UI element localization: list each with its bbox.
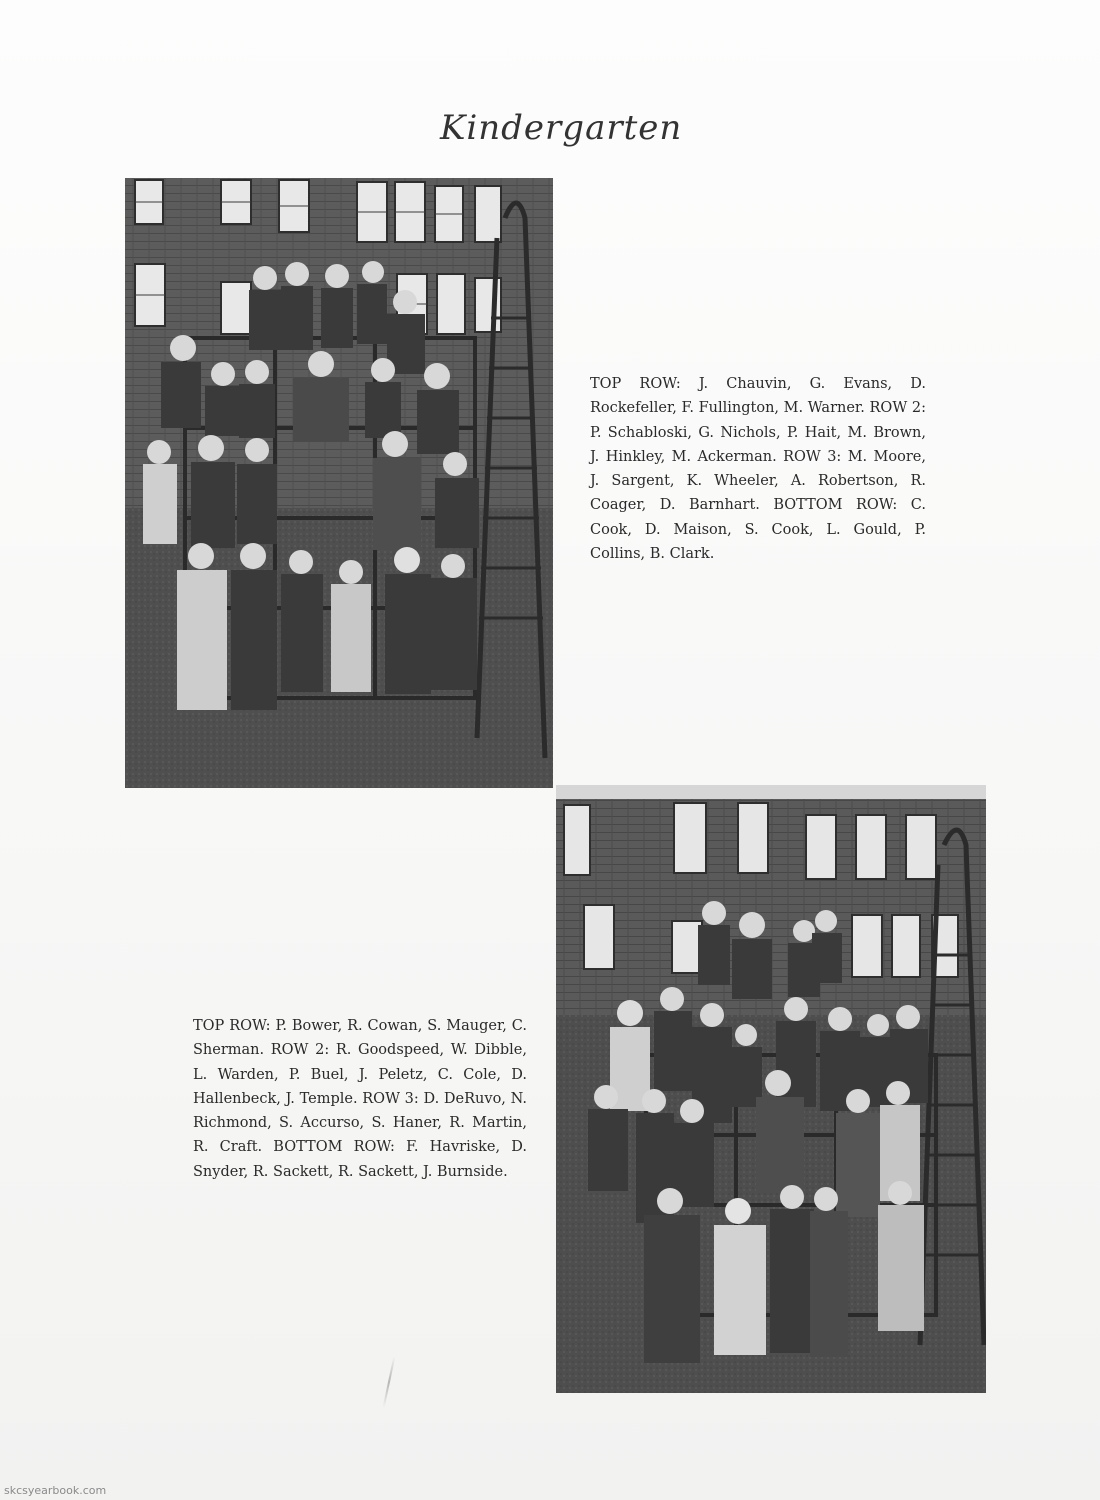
top-class-photo (125, 178, 553, 788)
bottom-photo-caption: TOP ROW: P. Bower, R. Cowan, S. Mauger, C. Sherman. ROW 2: R. Goodspeed, W. Dibble, L. Warden, P. Buel, J. Peletz, C. Cole, D. Hallenbeck, J. Temple. ROW 3: D. DeRuvo, N. Richmond, S. Accurso, S. Haner, R. Martin, R. Craft. BOTTOM ROW: F. Havriske, D. Snyder, R. Sackett, R. Sackett, J. Burnside. (193, 1018, 527, 1180)
watermark-footer: skcsyearbook.com (4, 1484, 107, 1497)
bottom-class-photo (556, 785, 986, 1393)
top-photo-caption: TOP ROW: J. Chauvin, G. Evans, D. Rockefeller, F. Fullington, M. Warner. ROW 2: P. Schabloski, G. Nichols, P. Hait, M. Brown, J. Hinkley, M. Ackerman. ROW 3: M. Moore, J. Sargent, K. Wheeler, A. Robertson, R. Coager, D. Barnhart. BOTTOM ROW: C. Cook, D. Maison, S. Cook, L. Gould, P. Collins, B. Clark. (590, 376, 926, 563)
bottom-photo-image (556, 785, 986, 1393)
page-title: Kindergarten (440, 108, 683, 148)
top-photo-image (125, 178, 553, 788)
